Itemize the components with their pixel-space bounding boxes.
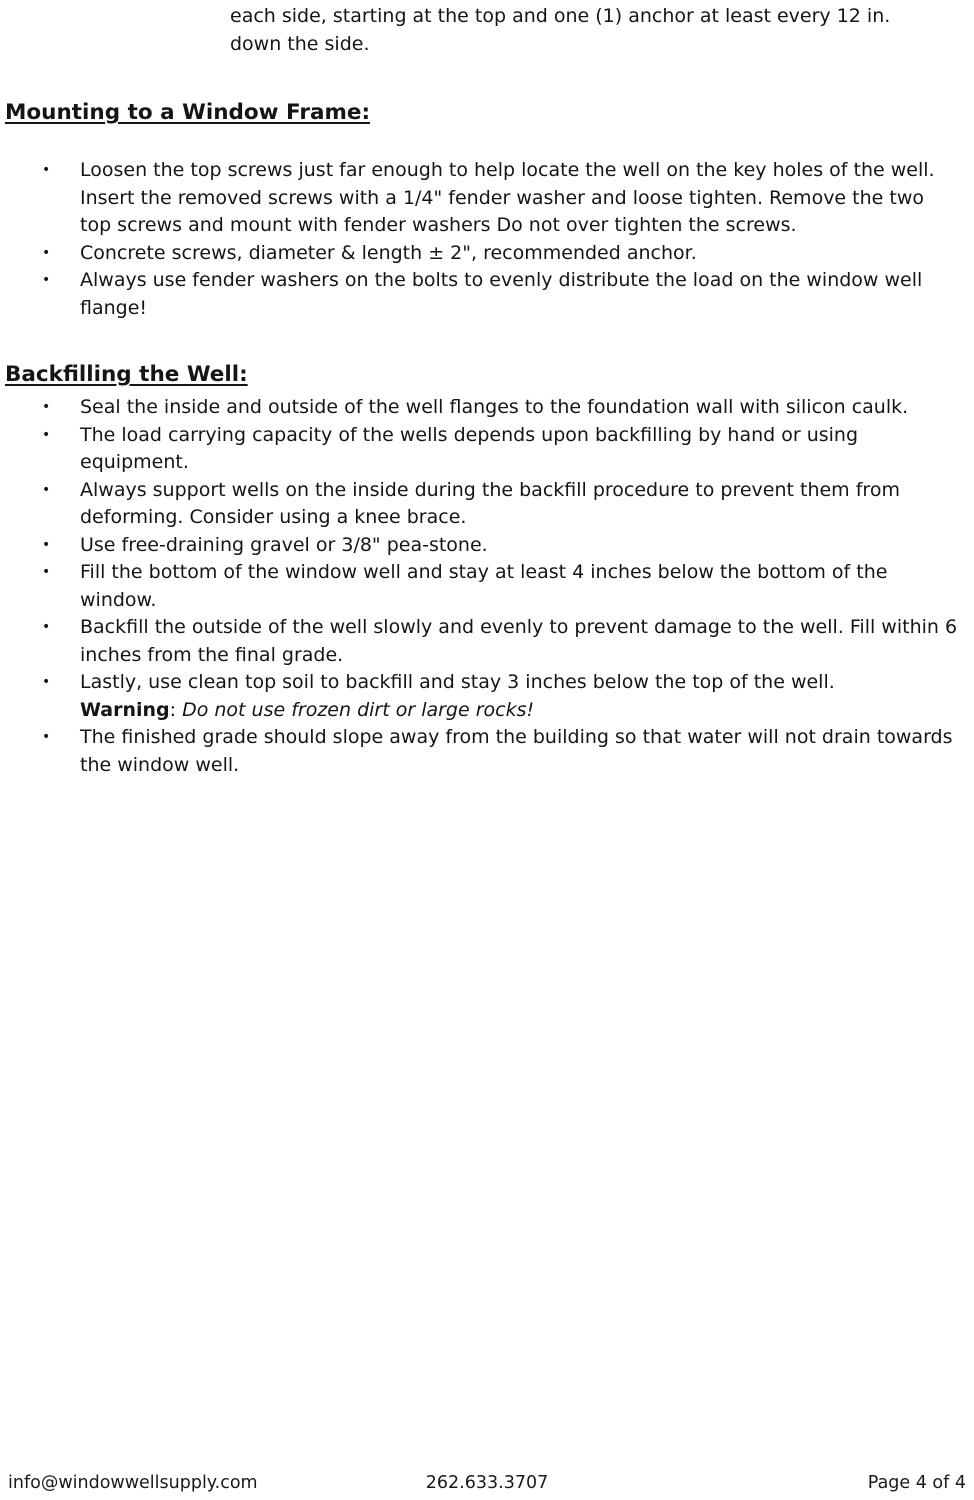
- section: [0, 362, 974, 779]
- bullet-item: [0, 157, 974, 240]
- text-segment: Concrete screws, diameter & length ± 2", recommended anchor.: [80, 241, 697, 264]
- bullet-item: [0, 267, 974, 322]
- footer-email: info@windowwellsupply.com: [8, 1473, 258, 1493]
- bullet-list: [0, 394, 974, 779]
- bullet-item: [0, 614, 974, 669]
- bullet-item: [0, 724, 974, 779]
- page-footer: [8, 1473, 966, 1493]
- text-segment: Do not use frozen dirt or large rocks!: [182, 698, 535, 721]
- section: [0, 100, 974, 322]
- bullet-item: [0, 559, 974, 614]
- bullet-item: [0, 669, 974, 724]
- sections-container: [0, 100, 974, 779]
- text-segment: The load carrying capacity of the wells depends upon backfilling by hand or using equipment.: [80, 423, 859, 473]
- bullet-item: [0, 422, 974, 477]
- section-heading: Backfilling the Well:: [5, 362, 248, 387]
- text-segment: Backfill the outside of the well slowly and evenly to prevent damage to the well. Fill within 6 inches from the final grade.: [80, 616, 958, 666]
- text-segment: Always use fender washers on the bolts to evenly distribute the load on the window well flange!: [80, 269, 923, 319]
- text-segment: Use free-draining gravel or 3/8" pea-stone.: [80, 533, 488, 556]
- bullet-item: [0, 394, 974, 422]
- bullet-item: [0, 477, 974, 532]
- text-segment: Loosen the top screws just far enough to help locate the well on the key holes of the well. Insert the removed screws with a 1/4" fender washer and loose tighten. Remove the two top screws and mount with fender washers Do not over tighten the screws.: [80, 159, 935, 236]
- footer-phone: 262.633.3707: [425, 1473, 549, 1493]
- text-segment: Lastly, use clean top soil to backfill and stay 3 inches below the top of the well.: [80, 671, 835, 693]
- section-heading: Mounting to a Window Frame:: [5, 100, 371, 125]
- footer-page-number: Page 4 of 4: [867, 1473, 966, 1493]
- bullet-item: [0, 532, 974, 560]
- text-segment: The finished grade should slope away from the building so that water will not drain towards the window well.: [80, 726, 953, 776]
- continuation-paragraph: each side, starting at the top and one (1) anchor at least every 12 in. down the side.: [230, 5, 891, 55]
- bullet-list: [0, 157, 974, 322]
- text-segment: :: [169, 698, 183, 721]
- text-segment: Always support wells on the inside during the backfill procedure to prevent them from deforming. Consider using a knee brace.: [80, 478, 900, 528]
- text-segment: Seal the inside and outside of the well flanges to the foundation wall with silicon caulk.: [80, 396, 909, 418]
- text-segment: Warning: [80, 698, 170, 721]
- bullet-item: [0, 240, 974, 268]
- text-segment: Fill the bottom of the window well and stay at least 4 inches below the bottom of the window.: [80, 561, 888, 611]
